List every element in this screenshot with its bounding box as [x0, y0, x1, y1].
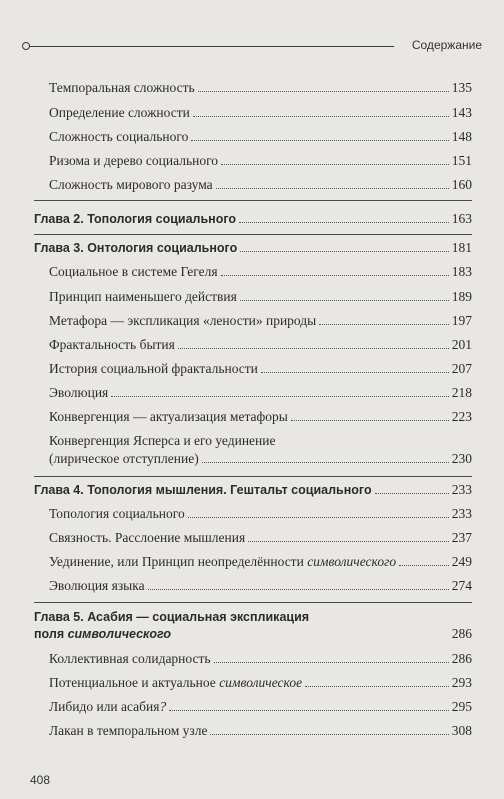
toc-entry-page: 143	[451, 105, 472, 120]
toc-entry[interactable]	[49, 506, 472, 522]
toc-entry-title	[49, 699, 166, 715]
toc-entry-title: Темпоральная сложность	[49, 80, 195, 95]
leader-dots	[305, 686, 449, 687]
leader-dots	[239, 222, 449, 223]
leader-dots	[221, 275, 449, 276]
toc-entry-page: 207	[451, 361, 472, 376]
toc-entry-page: 274	[451, 578, 472, 593]
toc-entry[interactable]	[49, 177, 472, 193]
toc-entry-title-italic: ?	[159, 699, 167, 714]
toc-entry[interactable]	[49, 409, 472, 425]
toc-chapter[interactable]	[34, 482, 472, 498]
toc-entry[interactable]	[49, 129, 472, 145]
leader-dots	[210, 734, 448, 735]
toc-entry[interactable]	[49, 80, 472, 96]
toc-entry-page: 151	[451, 153, 472, 168]
toc-entry[interactable]	[49, 337, 472, 353]
leader-dots	[202, 462, 449, 463]
toc-entry-title-text: Уединение, или Принцип неопределённости	[49, 554, 308, 569]
toc-entry-page: 189	[451, 289, 472, 304]
leader-dots	[375, 493, 449, 494]
toc-entry[interactable]	[49, 361, 472, 377]
toc-entry-page: 201	[451, 337, 472, 352]
toc-chapter-title-italic: символического	[67, 627, 172, 641]
toc-chapter-title: Глава 3. Онтология социального	[34, 241, 238, 255]
toc-entry-page: 295	[451, 699, 472, 714]
section-divider	[34, 476, 472, 477]
toc-entry-title: Коллективная солидарность	[49, 651, 211, 666]
toc-entry[interactable]	[49, 699, 472, 715]
toc-entry-title: Определение сложности	[49, 105, 190, 120]
leader-dots	[240, 251, 449, 252]
toc-entry-page: 135	[451, 80, 472, 95]
toc-entry-page: 249	[451, 554, 472, 569]
toc-entry-page: 286	[451, 651, 472, 666]
toc-entry-title: Принцип наименьшего действия	[49, 289, 237, 304]
toc-entry[interactable]	[49, 313, 472, 329]
toc-chapter-title: Глава 2. Топология социального	[34, 212, 237, 226]
toc-entry-page: 148	[451, 129, 472, 144]
leader-dots	[291, 420, 449, 421]
toc-entry-page: 308	[451, 723, 472, 738]
toc-entry[interactable]	[49, 578, 472, 594]
toc-entry-title: Топология социального	[49, 506, 185, 521]
leader-dots	[148, 589, 449, 590]
toc-entry-page: 237	[451, 530, 472, 545]
leader-dots	[399, 565, 449, 566]
toc-entry-page: 160	[451, 177, 472, 192]
leader-dots	[319, 324, 449, 325]
running-header	[22, 40, 482, 56]
leader-dots	[193, 116, 449, 117]
section-divider	[34, 200, 472, 201]
toc-chapter-page: 181	[451, 240, 472, 255]
toc-entry-page: 293	[451, 675, 472, 690]
leader-dots	[191, 140, 448, 141]
toc-entry[interactable]	[49, 105, 472, 121]
leader-dots	[221, 164, 449, 165]
toc-chapter-title-line1: Глава 5. Асабия — социальная экспликация	[34, 610, 310, 624]
toc-entry-title: Социальное в системе Гегеля	[49, 264, 218, 279]
toc-entry-title: Ризома и дерево социального	[49, 153, 219, 168]
toc-entry-title-line2: (лирическое отступление)	[49, 451, 199, 466]
leader-dots	[169, 710, 449, 711]
toc-entry[interactable]	[49, 723, 472, 739]
toc-entry-page: 230	[451, 451, 472, 466]
leader-dots	[111, 396, 449, 397]
leader-dots	[261, 372, 449, 373]
toc-chapter[interactable]	[34, 626, 472, 642]
section-divider	[34, 234, 472, 235]
leader-dots	[198, 91, 449, 92]
toc-chapter[interactable]	[34, 240, 472, 256]
toc-entry-title	[49, 554, 396, 570]
toc-entry[interactable]	[49, 289, 472, 305]
toc-entry[interactable]	[49, 264, 472, 280]
page-number: 408	[30, 773, 51, 787]
toc-entry[interactable]	[49, 651, 472, 667]
toc-entry-page: 218	[451, 385, 472, 400]
toc-entry[interactable]	[49, 675, 472, 691]
toc-entry[interactable]	[49, 451, 472, 467]
toc-chapter-title: Глава 4. Топология мышления. Гештальт социального	[34, 483, 372, 497]
header-bullet-icon	[22, 42, 30, 50]
toc-entry-title: Конвергенция — актуализация метафоры	[49, 409, 288, 424]
toc-entry-page: 197	[451, 313, 472, 328]
toc-entry-title: Лакан в темпоральном узле	[49, 723, 208, 738]
toc-entry-title: История социальной фрактальности	[49, 361, 258, 376]
toc-entry-title: Сложность социального	[49, 129, 189, 144]
toc-entry-title	[49, 675, 302, 691]
leader-dots	[178, 348, 449, 349]
toc-entry[interactable]	[49, 153, 472, 169]
toc-entry-title: Метафора — экспликация «лености» природы	[49, 313, 317, 328]
toc-entry[interactable]	[49, 385, 472, 401]
leader-dots	[248, 541, 449, 542]
leader-dots	[214, 662, 449, 663]
toc-entry-title-italic: символического	[307, 554, 397, 569]
toc-chapter-title-line2	[34, 626, 171, 642]
leader-dots	[240, 300, 449, 301]
toc-chapter-page: 163	[451, 211, 472, 226]
toc-entry-title: Эволюция	[49, 385, 109, 400]
toc-entry-page: 223	[451, 409, 472, 424]
leader-space	[174, 637, 449, 638]
toc-chapter[interactable]	[34, 211, 472, 227]
section-divider	[34, 602, 472, 603]
toc-entry-title: Связность. Расслоение мышления	[49, 530, 246, 545]
toc-entry-title: Фрактальность бытия	[49, 337, 175, 352]
leader-dots	[216, 188, 449, 189]
toc-entry-title: Сложность мирового разума	[49, 177, 213, 192]
toc-chapter-page: 233	[451, 482, 472, 497]
toc-entry-title-italic: символическое	[219, 675, 303, 690]
header-rule	[29, 46, 394, 47]
toc-entry-page: 233	[451, 506, 472, 521]
toc-entry-title-text: Либидо или асабия	[49, 699, 160, 714]
toc-entry-page: 183	[451, 264, 472, 279]
leader-dots	[188, 517, 449, 518]
toc-entry[interactable]	[49, 530, 472, 546]
toc-chapter-page: 286	[451, 626, 472, 641]
toc-entry-title-line1: Конвергенция Ясперса и его уединение	[49, 433, 276, 448]
toc-chapter-title-text: поля	[34, 627, 68, 641]
header-section-title: Содержание	[411, 38, 482, 52]
toc-entry-title-text: Потенциальное и актуальное	[49, 675, 220, 690]
toc-entry-title: Эволюция языка	[49, 578, 145, 593]
toc-entry[interactable]	[49, 554, 472, 570]
